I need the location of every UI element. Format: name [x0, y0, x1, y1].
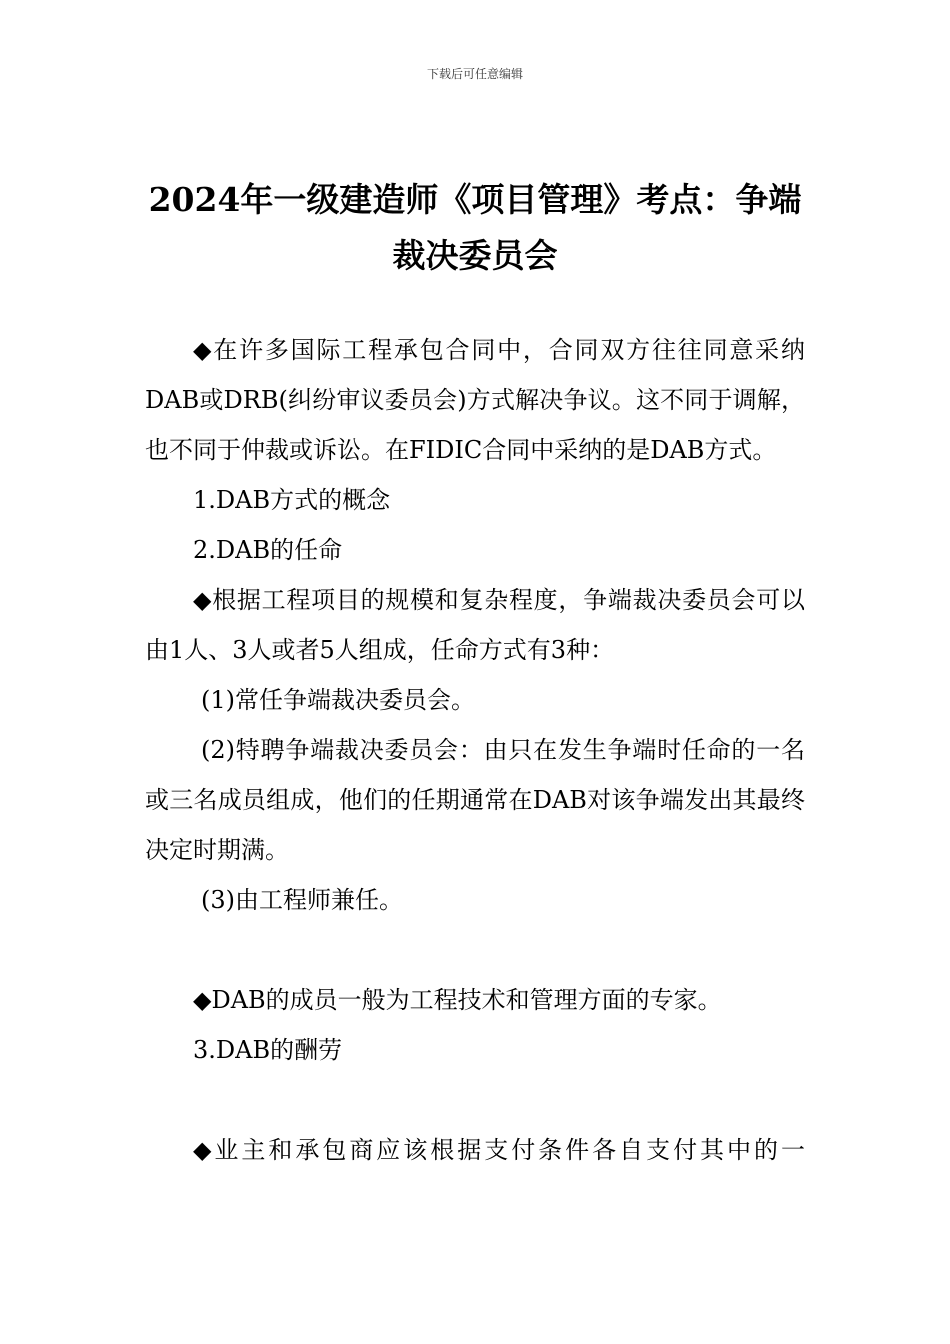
paragraph-dab-intro: ◆在许多国际工程承包合同中，合同双方往往同意采纳DAB或DRB(纠纷审议委员会)方式解决争议。这不同于调解，也不同于仲裁或诉讼。在FIDIC合同中采纳的是DAB方式。 [145, 336, 805, 464]
document-body [145, 325, 805, 1175]
heading-dab-remuneration: 3.DAB的酬劳 [193, 1036, 343, 1064]
paragraph-dab-composition: ◆根据工程项目的规模和复杂程度，争端裁决委员会可以由1人、3人或者5人组成，任命方式有3种： [145, 586, 805, 664]
heading-dab-concept: 1.DAB方式的概念 [193, 486, 391, 514]
paragraph-spacer [145, 925, 805, 975]
document-title: 2024年一级建造师《项目管理》考点：争端裁决委员会 [148, 180, 802, 275]
paragraph-spacer [145, 1075, 805, 1125]
heading-dab-appointment: 2.DAB的任命 [193, 536, 343, 564]
paragraph-dab-payment: ◆业主和承包商应该根据支付条件各自支付其中的一 [193, 1136, 805, 1164]
list-item-ad-hoc-dab: (2)特聘争端裁决委员会：由只在发生争端时任命的一名或三名成员组成，他们的任期通常在DAB对该争端发出其最终决定时期满。 [145, 736, 805, 864]
list-item-standing-dab: (1)常任争端裁决委员会。 [201, 686, 475, 714]
page-header-note: 下载后可任意编辑 [426, 67, 523, 81]
paragraph-dab-members: ◆DAB的成员一般为工程技术和管理方面的专家。 [193, 986, 722, 1014]
list-item-engineer-dab: (3)由工程师兼任。 [201, 886, 403, 914]
